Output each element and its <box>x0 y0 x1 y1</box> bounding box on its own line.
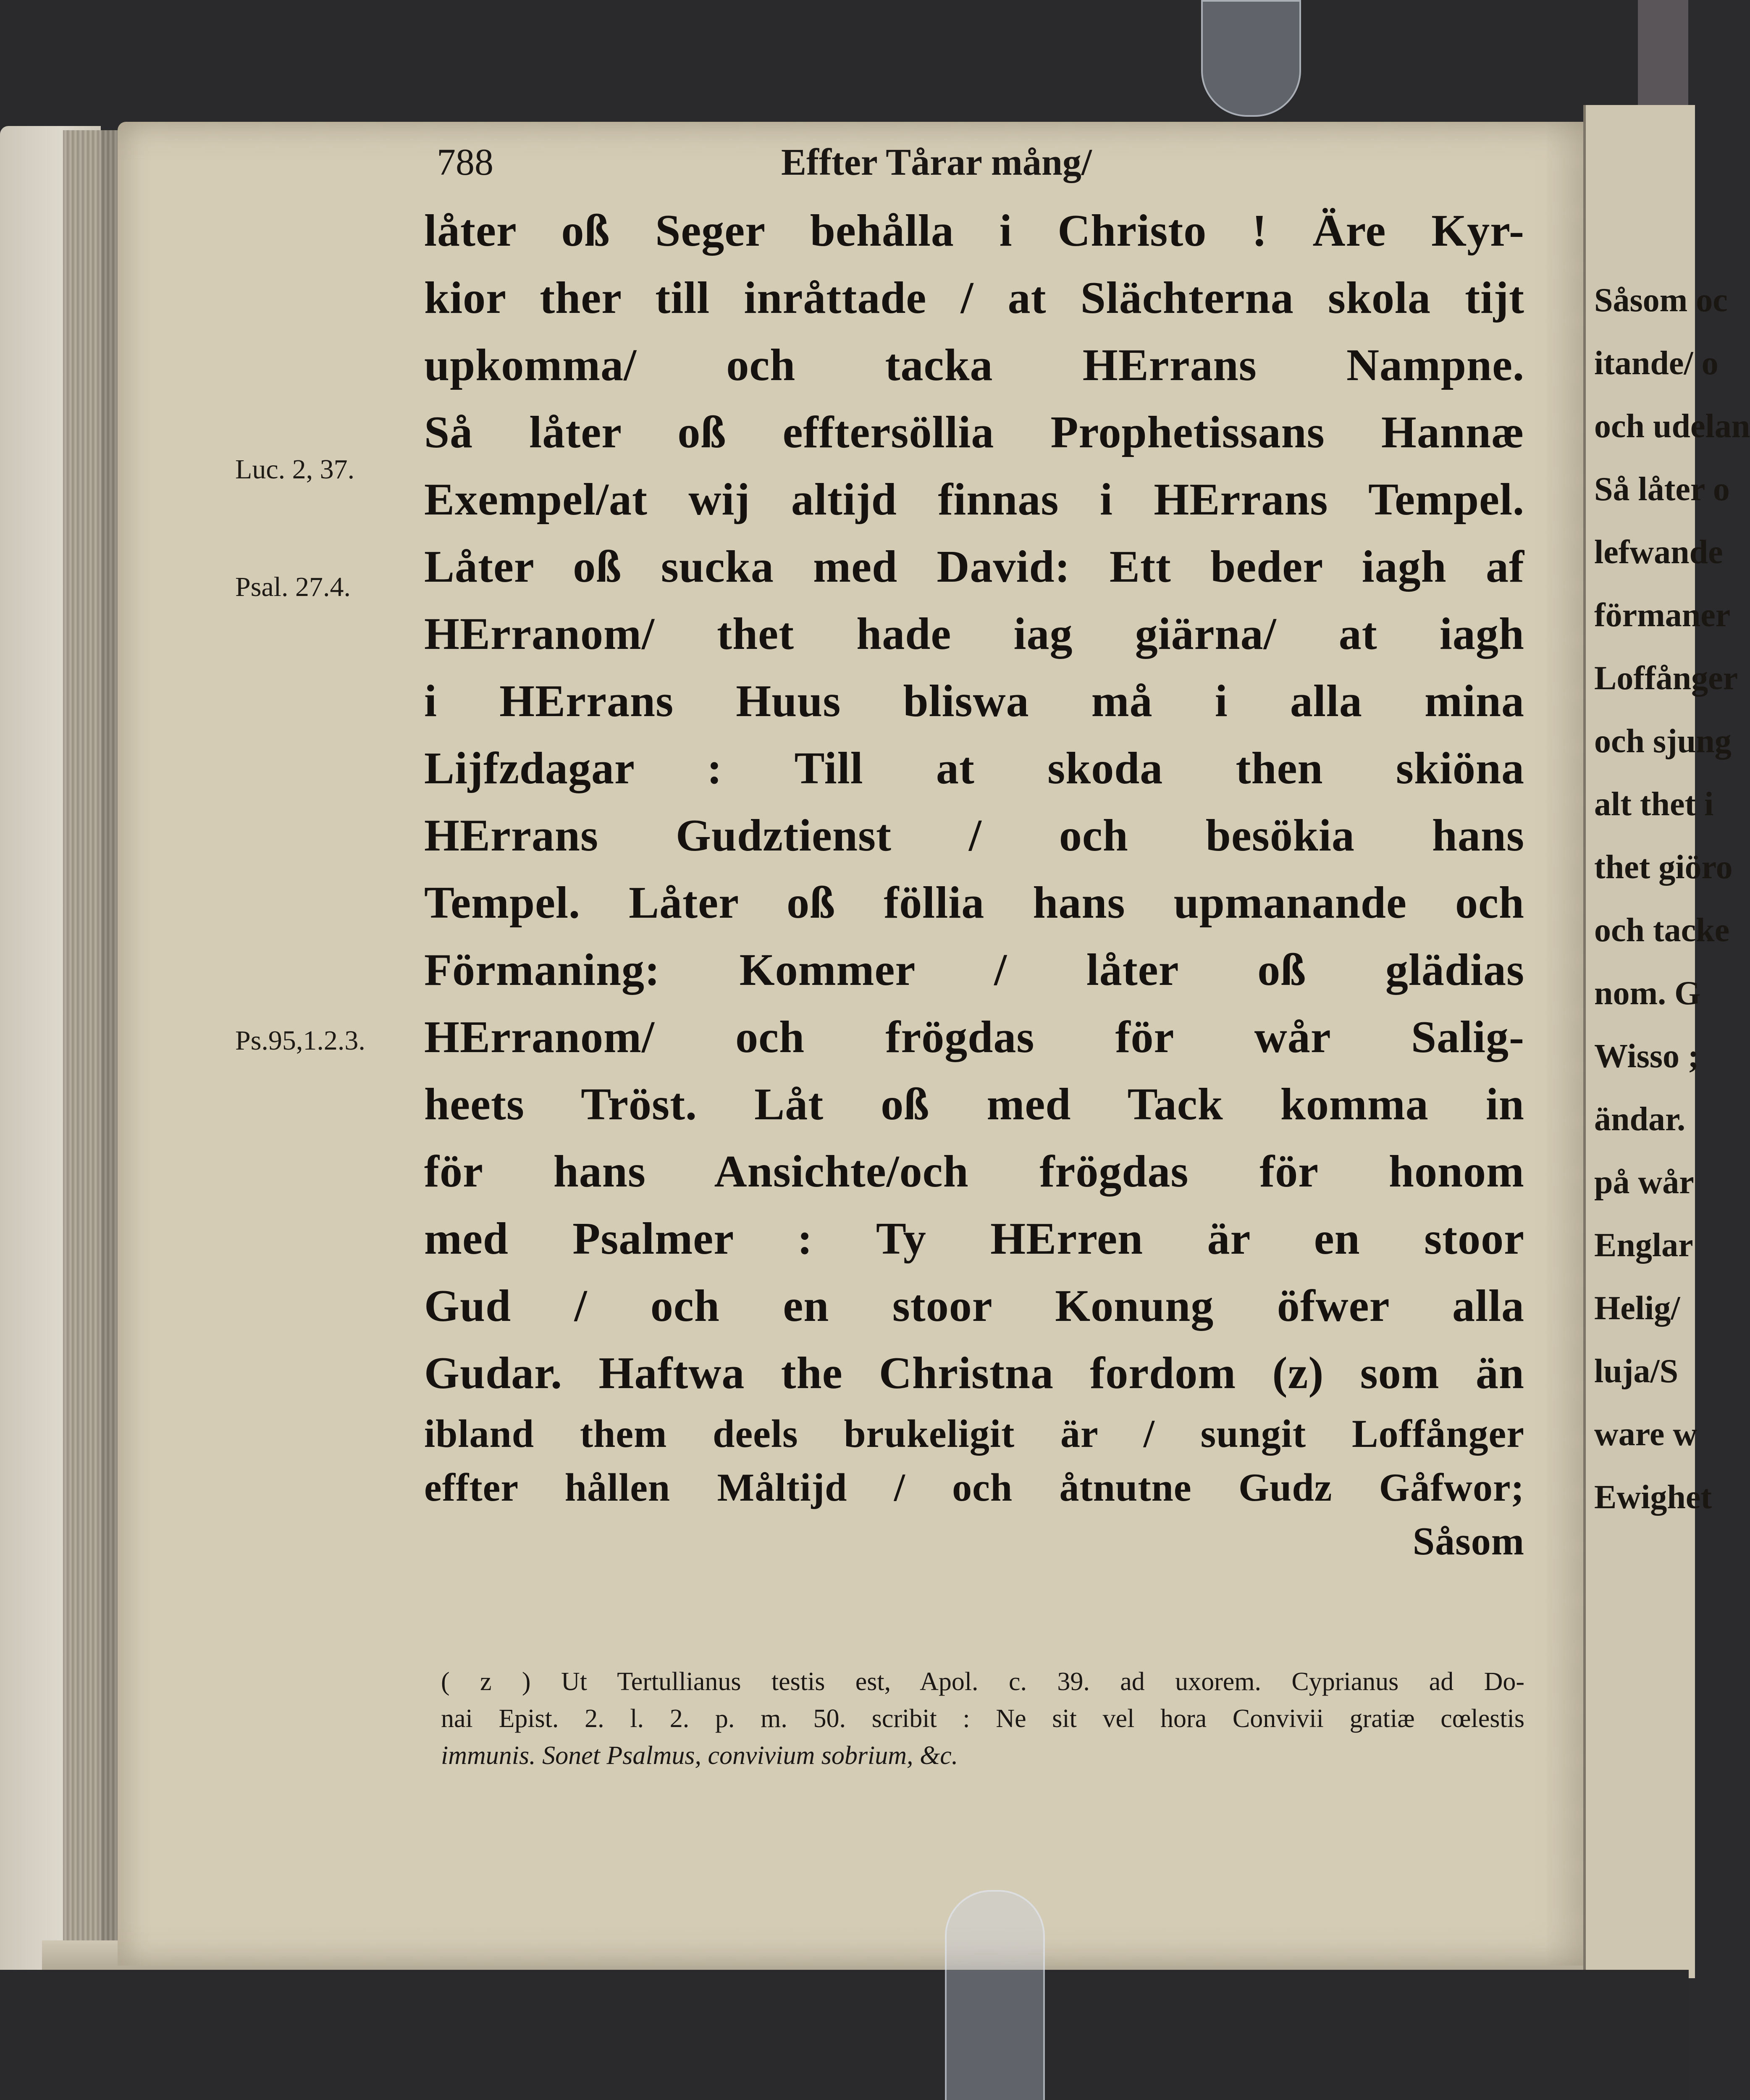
running-head: Effter Tårar mång/ <box>781 142 1092 183</box>
dark-backdrop-top <box>0 0 1689 139</box>
text-line: Lijfzdagar : Till at skoda then skiöna <box>424 743 1524 793</box>
page-number: 788 <box>437 142 493 183</box>
right-page-line: Loffånger <box>1594 660 1738 697</box>
bookmark-ribbon <box>1638 0 1688 105</box>
right-page-line: ware w <box>1594 1416 1698 1453</box>
text-line: Förmaning: Kommer / låter oß glädias <box>424 945 1524 995</box>
text-line: effter hållen Måltijd / och åtnutne Gudz Gåfwor; <box>424 1466 1524 1509</box>
footnote-line: immunis. Sonet Psalmus, convivium sobrium, &c. <box>441 1741 958 1770</box>
right-page-line: alt thet i <box>1594 786 1714 823</box>
margin-reference-luc: Luc. 2, 37. <box>235 454 355 485</box>
page-edges-left <box>63 130 122 2012</box>
text-line: i HErrans Huus bliswa må i alla mina <box>424 676 1524 726</box>
right-page-line: och tacke <box>1594 912 1730 949</box>
body-text <box>424 197 1524 1568</box>
footnote-line: ( z ) Ut Tertullianus testis est, Apol. c. 39. ad uxorem. Cyprianus ad Do- <box>441 1667 1524 1696</box>
text-line: ibland them deels brukeligit är / sungit Loffånger <box>424 1412 1524 1456</box>
margin-reference-psal: Psal. 27.4. <box>235 572 351 602</box>
text-line: Tempel. Låter oß föllia hans upmanande och <box>424 878 1524 928</box>
catchword: Såsom <box>1412 1520 1524 1563</box>
right-page-line: luja/S <box>1594 1353 1679 1390</box>
text-line: HErranom/ och frögdas för wår Salig- <box>424 1012 1524 1062</box>
right-page-line: och udelan <box>1594 408 1750 445</box>
text-line: Gud / och en stoor Konung öfwer alla <box>424 1281 1524 1331</box>
text-line: för hans Ansichte/och frögdas för honom <box>424 1147 1524 1197</box>
text-line: med Psalmer : Ty HErren är en stoor <box>424 1214 1524 1264</box>
right-page-line: Englar <box>1594 1227 1693 1264</box>
right-page-fragment <box>1583 105 1750 1978</box>
footnote-line: nai Epist. 2. l. 2. p. m. 50. scribit : Ne sit vel hora Convivii gratiæ cœlestis <box>441 1704 1524 1733</box>
right-page-line: och sjung <box>1594 723 1732 760</box>
text-line: heets Tröst. Låt oß med Tack komma in <box>424 1079 1524 1129</box>
text-line: kior ther till inråttade / at Slächterna skola tijt <box>424 273 1524 323</box>
right-page-line: Wisso ; <box>1594 1038 1699 1075</box>
footnote <box>441 1663 1524 1774</box>
text-line: Gudar. Haftwa the Christna fordom (z) som än <box>424 1348 1524 1398</box>
page-clip-top <box>1201 0 1301 117</box>
right-page-line: Helig/ <box>1594 1290 1680 1327</box>
margin-reference-ps95: Ps.95,1.2.3. <box>235 1025 365 1056</box>
right-page-line: Såsom oc <box>1594 282 1728 319</box>
text-line: Så låter oß efftersöllia Prophetissans Hannæ <box>424 407 1524 457</box>
right-page-line: förmaner <box>1594 597 1731 634</box>
right-page-line: ändar. <box>1594 1101 1686 1138</box>
text-line: upkomma/ och tacka HErrans Nampne. <box>424 340 1524 390</box>
page-clip-bottom <box>945 1890 1045 2100</box>
text-line: Låter oß sucka med David: Ett beder iagh af <box>424 542 1524 592</box>
right-page-line: Så låter o <box>1594 471 1730 508</box>
right-page-line: lefwande <box>1594 534 1723 571</box>
right-page-line: Ewighet <box>1594 1479 1712 1516</box>
dark-backdrop-bottom <box>0 1970 1689 2100</box>
page-header <box>437 141 1319 187</box>
right-page-line: på wår <box>1594 1164 1694 1201</box>
right-page-line: thet giöro <box>1594 849 1733 886</box>
text-line: HErrans Gudztienst / och besökia hans <box>424 811 1524 861</box>
right-page-line: itande/ o <box>1594 345 1719 382</box>
right-page-line: nom. G <box>1594 975 1701 1012</box>
text-line: Exempel/at wij altijd finnas i HErrans Tempel. <box>424 475 1524 525</box>
text-line: låter oß Seger behålla i Christo ! Äre Kyr- <box>424 206 1524 256</box>
text-line: HErranom/ thet hade iag giärna/ at iagh <box>424 609 1524 659</box>
